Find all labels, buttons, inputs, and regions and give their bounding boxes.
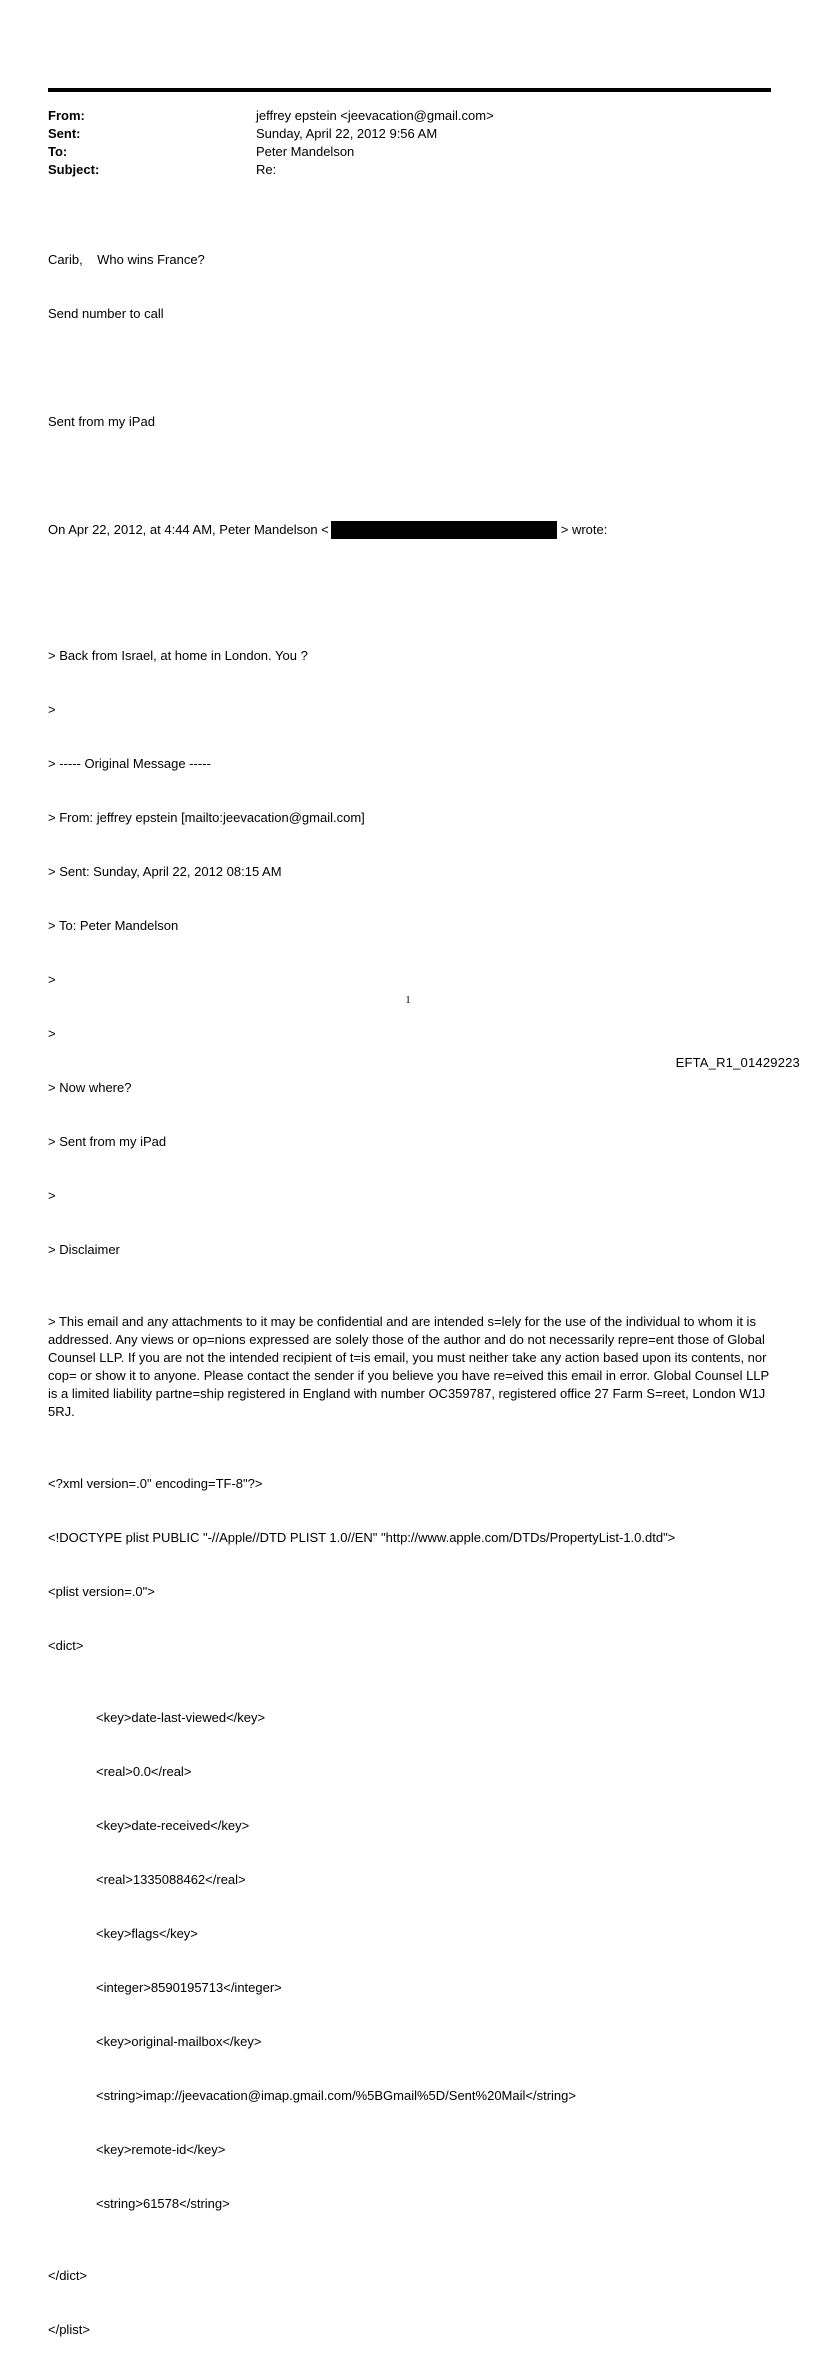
quote-intro-text: On Apr 22, 2012, at 4:44 AM, Peter Mandelson <: [48, 522, 329, 537]
quoted-line: > To: Peter Mandelson: [48, 918, 179, 933]
xml-line: <real>1335088462</real>: [96, 1872, 246, 1887]
quoted-line: > Back from Israel, at home in London. You ?: [48, 648, 308, 663]
quoted-line: > Sent from my iPad: [48, 1134, 167, 1149]
header-from-row: [48, 107, 771, 125]
quoted-line: >: [48, 702, 56, 717]
page-number: 1: [405, 994, 411, 1006]
body-line: Send number to call: [48, 306, 164, 321]
xml-line: </plist>: [48, 2322, 90, 2337]
quoted-line: >: [48, 972, 56, 987]
xml-line: <key>flags</key>: [96, 1926, 198, 1941]
body-greeting: Carib, Who wins France?: [48, 252, 205, 267]
quoted-line: >: [48, 1026, 56, 1041]
quoted-line: > Now where?: [48, 1080, 132, 1095]
redaction-block: [331, 521, 557, 539]
xml-line: <key>date-received</key>: [96, 1818, 250, 1833]
xml-line: <integer>8590195713</integer>: [96, 1980, 282, 1995]
document-id: EFTA_R1_01429223: [675, 1055, 800, 1070]
from-value: jeffrey epstein <jeevacation@gmail.com>: [256, 108, 494, 123]
xml-line: <key>original-mailbox</key>: [96, 2034, 262, 2049]
quoted-line: > ----- Original Message -----: [48, 756, 211, 771]
xml-line: </dict>: [48, 2268, 88, 2283]
sent-value: Sunday, April 22, 2012 9:56 AM: [256, 126, 438, 141]
xml-line: <dict>: [48, 1638, 84, 1653]
quoted-line: >: [48, 1188, 56, 1203]
xml-line: <string>61578</string>: [96, 2196, 230, 2211]
disclaimer-text: > This email and any attachments to it may be confidential and are intended s=lely for the use of the individual to whom it is addressed. Any views or op=nions expressed are solely those of the author and do not necessarily repre=ent those of Global Counsel LLP. If you are not the intended recipient of t=is email, you must neither take any action based upon its contents, nor cop= or show it to anyone. Please contact the sender if you believe you have re=eived this email in error. Global Counsel LLP is a limited liability partne=ship registered in England with number OC359787, registered office 27 Farm S=reet, London W1J 5RJ.: [48, 1314, 773, 1419]
email-body: [48, 215, 771, 2357]
quote-intro: [48, 521, 771, 539]
quote-intro-suffix: > wrote:: [560, 522, 608, 537]
xml-line: <plist version=.0">: [48, 1584, 155, 1599]
to-value: Peter Mandelson: [256, 144, 355, 159]
signature: Sent from my iPad: [48, 414, 155, 429]
xml-line: <string>imap://jeevacation@imap.gmail.com/%5BGmail%5D/Sent%20Mail</string>: [96, 2088, 576, 2103]
subject-label: Subject:: [48, 162, 100, 177]
header-subject-row: [48, 161, 771, 179]
header-sent-row: [48, 125, 771, 143]
xml-line: <key>date-last-viewed</key>: [96, 1710, 266, 1725]
quoted-line: > Disclaimer: [48, 1242, 120, 1257]
from-label: From:: [48, 108, 85, 123]
subject-value: Re:: [256, 162, 277, 177]
header-to-row: [48, 143, 771, 161]
email-header: [48, 107, 771, 179]
to-label: To:: [48, 144, 68, 159]
xml-line: <!DOCTYPE plist PUBLIC "-//Apple//DTD PLIST 1.0//EN" "http://www.apple.com/DTDs/PropertyList-1.0.dtd">: [48, 1530, 676, 1545]
xml-line: <key>remote-id</key>: [96, 2142, 226, 2157]
quoted-line: > Sent: Sunday, April 22, 2012 08:15 AM: [48, 864, 282, 879]
xml-line: <?xml version=.0" encoding=TF-8"?>: [48, 1476, 263, 1491]
sent-label: Sent:: [48, 126, 81, 141]
xml-line: <real>0.0</real>: [96, 1764, 192, 1779]
quoted-line: > From: jeffrey epstein [mailto:jeevacation@gmail.com]: [48, 810, 365, 825]
top-rule: [48, 88, 771, 92]
